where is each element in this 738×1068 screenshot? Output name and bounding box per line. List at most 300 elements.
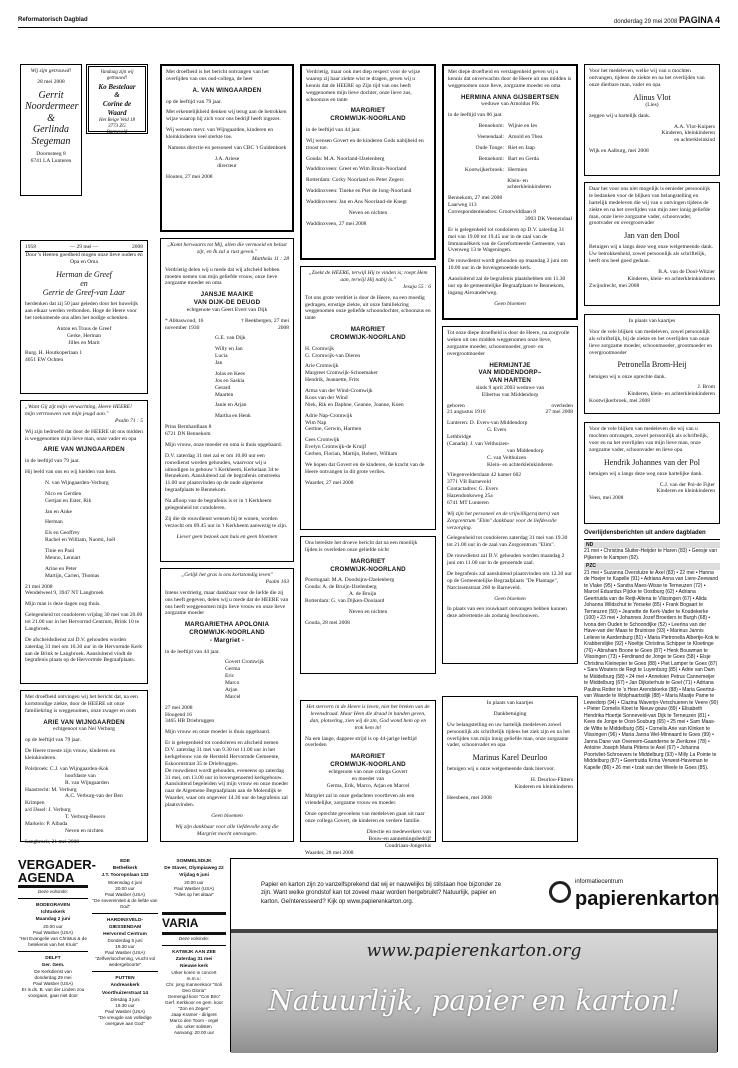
ad-note: De afscheidsdienst zal D.V. gehouden worden zaterdag 31 mei om 10.30 uur in de Hervormde Kerk aan de Brink te Langbroek. Aansluitend vindt de begrafenis plaats op de Hervormde Begraafplaats. <box>25 636 142 664</box>
name-line: Gerrit <box>38 89 64 101</box>
name-line: Noordermeer <box>25 101 79 113</box>
family-line: Koos van der Wind <box>305 394 348 401</box>
family-line: Waddinxveen: Tineke en Piet de Jong-Noorland <box>306 188 412 195</box>
ad-note: Na afloop van de begrafenis is er in 't Kerkheem gelegenheid tot condoleren. <box>165 498 272 511</box>
agenda-address: J.T. Tooropnlaan 133 <box>101 873 149 879</box>
family-line: G.E. van Dijk <box>215 335 246 342</box>
ad-text: Wij zijn getrouwd! <box>30 68 72 74</box>
ad-date: Heesbeen, mei 2008 <box>447 795 492 802</box>
family-line: Haastrecht: M. Verburg <box>25 786 77 793</box>
agenda-date: Maandag 2 juni <box>35 917 71 923</box>
agenda-text: Jaap Kramer - dirigent <box>171 1012 217 1018</box>
ad-body: Voor de vele blijken van medeleven, zowel persoonlijk als schriftelijk, bij de ziekte en het overlijden van onze lieve zorgzame moeder, schoonmoeder, grootmoeder en overgrootmoeder <box>589 328 713 356</box>
agenda-time: Aanvang: 20.00 uur <box>173 1029 215 1035</box>
deceased-name: JANSJE MAAIKE <box>200 291 254 299</box>
ad-photo <box>231 933 717 1053</box>
family-line: A. de Bruijn <box>349 591 377 597</box>
death-date: † Beekbergen, 27 mei 2008 <box>240 317 289 331</box>
ad-quote: „Want Gij zijt mijn verwachting, Heere HEERE! mijn vertrouwen van mijn jeugd aan." <box>25 404 132 417</box>
family-line: Rotterdam: Corky Noorland en Peter Zegers <box>306 177 404 184</box>
agenda-speaker: Paul Wasber (USA) <box>105 891 145 897</box>
family-line: Germa <box>225 666 240 673</box>
birth-date: * Abbaswoud, 16 november 1930 <box>165 317 204 331</box>
ad-note: Mijn vrouw, onze moeder en oma is thuis opgebaard. <box>165 441 282 448</box>
register-nd <box>584 542 720 562</box>
family-line: Eric <box>225 673 235 680</box>
ad-note: Aansluitend begeleiden wij mijn vrouw en onze moeder naar de Algemene Begraafplaats aan de Molendijk te Waarder, waar om ongeveer 14.30 uur de begrafenis zal plaatsvinden. <box>165 781 289 808</box>
family-line: Gouda: A. de Bruijn-IJzelenberg <box>305 584 377 591</box>
ad-date: 28 mei 2008 <box>37 78 65 85</box>
family-line: Poortugaal: M.A. Doodsijns-IJzelenberg <box>305 577 395 584</box>
deceased-nickname: (Lies) <box>645 101 659 108</box>
family-line: Wim Nap <box>305 419 327 426</box>
family-line: (Canada): J. van Velthuizen- <box>447 440 510 447</box>
family-line: R. van Wijngaarden <box>65 779 109 786</box>
deceased-name: ARIE VAN WIJNGAARDEN <box>43 718 125 726</box>
family-line <box>448 167 572 174</box>
agenda-time: 19.30 uur <box>115 1002 135 1008</box>
deceased-name: Jan van den Dool <box>624 231 680 241</box>
ad-date: Wijk en Aalburg, mei 2008 <box>589 148 649 155</box>
name-line: Gerrie de Greef-van Laar <box>42 288 126 297</box>
family-line <box>448 178 572 192</box>
family-line <box>448 123 572 130</box>
agenda-topic: "De vreugde van volledige overgave aan God" <box>98 1014 152 1026</box>
deceased-name: A. VAN WINGAARDEN <box>192 86 262 94</box>
ad-date: Langbroek, 21 mei 2008 <box>25 838 80 845</box>
agenda-venue: De Staver, Olympiaweg 22 <box>164 866 224 872</box>
agenda-title: AGENDA <box>18 870 75 885</box>
ad-address: 6741 MT Lunteren <box>447 499 489 506</box>
logo-subtitle: informatiecentrum <box>575 879 624 885</box>
ad-title: In plaats van kaartjes <box>628 318 676 324</box>
deceased-name: CROMWIJK-NOORLAND <box>189 629 265 636</box>
family-place <box>448 178 507 192</box>
ad-signature: Namens directie en personeel van CBC 't Guldenboek <box>167 144 287 151</box>
ad-closing: Wij zijn dankbaar voor alle liefdevolle zorg die Margriet mocht ontvangen. <box>175 823 279 837</box>
family-line: C.J. van der Pol-de Fijter <box>659 481 715 488</box>
death-date: 27 mei 2008 <box>545 409 573 416</box>
family-line: Arma van der Wind-Cromwijk <box>305 388 373 394</box>
family-place: Kootwijkerbroek: <box>464 166 504 173</box>
agenda-date: Vrijdag 6 juni <box>179 873 209 879</box>
family-line: C. van Velthuizen <box>487 454 527 461</box>
birth-block <box>447 403 486 417</box>
agenda-speaker: Paul Wasber (USA) <box>33 929 73 935</box>
page-header <box>18 16 720 28</box>
deceased-name: MARGRIET <box>350 326 386 334</box>
agenda-venue: Hervormd Centrum <box>103 932 147 938</box>
deceased-name: VAN MIDDENDORP– <box>478 369 542 377</box>
family-line: hoofdaste van <box>65 772 96 779</box>
family-line: Adrie Nap-Cromwijk <box>305 412 353 419</box>
ad-date: Waarder, 28 mei 2008 <box>305 849 354 856</box>
ad-note: In plaats van een rouwkaart ontvangen hebben kunnen deze advertentie als zodanig beschouwen. <box>447 606 567 620</box>
ad-vandaag <box>86 64 148 134</box>
family-line: Evelyn Cromwijk-de Kruijf <box>305 444 367 451</box>
ad-date: Bennekom, 27 mei 2008 <box>448 195 503 202</box>
ad-top-panel <box>231 859 720 929</box>
family-line: H. Cromwijk <box>305 345 335 352</box>
ad-pol <box>584 422 720 524</box>
family-line: Arjan <box>225 686 238 693</box>
family-line: Klein- en achterkleinkinderen <box>487 461 553 468</box>
ad-hermina <box>442 64 578 320</box>
agenda-topic: "Alles op het altaar" <box>173 891 215 897</box>
ad-body: Met erkentelijkheid denken wij terug aan de betrokken wijze waarop hij zich voor ons bedrijf heeft ingezet. <box>166 109 287 123</box>
ad-address: Prins Bernhardlaan 8 <box>165 424 212 431</box>
ad-date: Waddinxveen, 27 mei 2008 <box>306 220 367 227</box>
logo-icon <box>549 881 571 903</box>
family-line: Niek, Rik en Daphne, Geanne, Joanne, Koen <box>305 401 404 408</box>
family-line: Krimpen <box>25 800 45 807</box>
page-date: donderdag 29 mei 2008 <box>613 19 678 25</box>
ad-date: Waarder, 27 mei 2008 <box>305 479 354 486</box>
death-label: overleden <box>551 402 573 409</box>
family-list <box>165 335 289 420</box>
family-names: Klein- en achterkleinkinderen <box>507 177 551 191</box>
agenda-speaker: Paul Wasber (USA) <box>33 980 73 986</box>
agenda-subtitle: Deze volsinde: <box>37 889 69 894</box>
family-line: Kinderen en kleinkinderen <box>656 488 715 495</box>
agenda-venue: Bethelkerk <box>112 866 138 872</box>
ad-age: in de leeftijd van 44 jaar. <box>306 126 361 133</box>
ad-body: Uw belangstelling en uw hartelijk medeleven zowel persoonlijk als schriftelijk tijdens het ziek zijn en na het overlijden van mijn innig geliefde man, onze zorgzame vader, schoonvader en opa <box>447 721 570 749</box>
ad-intro: Intens verdrietig, maar dankbaar voor de liefde die zij ons heeft gegeven, delen wij u mede dat de HEERE van ons heeft weggenomen mijn lieve vrouw en onze lieve zorgzame moeder <box>165 589 289 617</box>
agenda-column-3 <box>162 858 226 1052</box>
family-names: Riet en Jaap <box>508 144 535 151</box>
ad-note: Mijn vrouw en onze moeder is thuis opgebaard. <box>165 729 271 736</box>
ad-dool <box>584 182 720 306</box>
agenda-address: Voorthuizerstraat 14 <box>101 990 149 996</box>
ad-date: 21 mei 2008 <box>25 583 53 590</box>
agenda-time: 20.00 uur <box>115 885 135 891</box>
ad-intro: Met diepe droefheid en verslagenheid geven wij u kennis dat onverwachts door de Heere uit ons midden is weggenomen onze lieve, zorgzame moeder en oma <box>448 69 572 89</box>
ad-dates <box>447 403 573 417</box>
family-names: Arnold en Thea <box>508 134 543 140</box>
deceased-name: MARGRIET <box>350 557 386 565</box>
family-line: Lucia <box>215 353 228 360</box>
ad-body: betuigen wij u onze welgemeende dank hiervoor. <box>447 766 555 773</box>
family-line: Rotterdam: G. van Dijken-Doolaard <box>305 597 385 604</box>
ad-address: Barneveld <box>106 130 128 135</box>
deceased-name: MARGRIET <box>350 753 386 761</box>
agenda-time: 20.00 uur <box>43 923 63 929</box>
family-line: Govert Cromwijk <box>225 659 264 666</box>
ad-age: op de leeftijd van 79 jaar. <box>25 737 81 744</box>
ad-url[interactable]: www.papierenkarton.org <box>366 941 582 961</box>
family-line: Jos en Saskia <box>215 377 245 384</box>
family-names: Wijnie en Ies <box>508 123 538 130</box>
ad-note: Mijn man is deze dagen nog thuis. <box>25 601 101 608</box>
family-line: Gerard <box>215 384 231 391</box>
ad-brom <box>584 314 720 414</box>
family-line: Lunteren: D. Evers-van Middendorp <box>447 420 528 427</box>
family-line: Jan <box>215 360 223 366</box>
ad-body: Daar het voor ons niet mogelijk is eenieder persoonlijk te bedanken voor de blijken van belangstelling en hartelijk medeleven die wij van u ontvingen tijdens de ziekte en na het overlijden van mijn zeer innig geliefde man, onze lieve zorgzame vader, schoonvader, grootvader en overgrootvader <box>589 186 711 227</box>
ad-body: Hij leeld van ons en wij hielden van hem. <box>25 469 117 475</box>
family-place: Oude Tonge: <box>475 144 504 151</box>
family-line: Maarten <box>215 391 234 398</box>
ad-address: Hoogend 16 <box>165 711 193 718</box>
family-list <box>25 766 143 835</box>
family-line: Arine en Peter <box>45 565 77 572</box>
family-names: Bart en Gerda <box>508 155 539 162</box>
family-list <box>25 480 143 580</box>
family-line: Margreet Cromwijk-Schoemaker <box>305 370 378 377</box>
deceased-name: Hendrik Johannes van der Pol <box>604 457 700 467</box>
family-line: H. Deurloo-Flitters <box>530 777 573 784</box>
ad-intro: Tot ons grote verdriet is door de Heere, na een moedig gedragen, ernstige ziekte, uit onze familiekring weggenomen onze geliefde schoondochter, schoonzus en tante <box>305 294 431 322</box>
ad-body: zeggen wij u hartelijk dank. <box>589 112 651 119</box>
agenda-speaker: Paul Wasber (USA) <box>174 885 214 891</box>
agenda-date: Woensdag 4 juni <box>107 879 143 885</box>
ad-intro: Met droefheid is het bericht ontvangen van het overlijden van ons oud-collega, de heer <box>166 69 269 82</box>
ad-poem: Het stervern in de Heere is leven, niet het breken van de levensdraad. Maar Hem die draad in handen geven, dan, plotseling, zien wij de zin, God wond hem op en trok hem in! <box>306 704 430 731</box>
varia-title: VARIA <box>162 915 199 930</box>
name-line: Gerlinda <box>32 124 70 136</box>
ad-quote: „Komt herwaarts tot Mij, allen die vermoeid en belast zijt, en Ik zal u rust geven." <box>167 242 287 255</box>
ad-intro: Met droefheid ontvingen wij het bericht dat, na een kortstondige ziekte, door de HEERE uit onze familiekring is weggenomen, onze zwager en oom <box>25 694 138 714</box>
ad-address: Correspondentieadres: Grootwiddlaan 8 <box>448 209 536 215</box>
ad-date: Zwijndrecht, mei 2008 <box>589 282 640 289</box>
page-number: 4 <box>714 15 720 25</box>
deceased-name: VAN DIJK-DE DEUGD <box>193 299 261 306</box>
name-line: Herman de Greef <box>56 269 112 279</box>
family-line: Rachel en William, Naomi, Joël <box>45 537 116 544</box>
family-line: Lethbridge <box>447 434 472 440</box>
family-line: Marco <box>225 680 240 686</box>
ad-gerrit <box>20 64 82 196</box>
ad-copy: Papier en karton zijn zo vanzelfsprekend dat wij er nauwelijks bij stilstaan hoe bijzonder ze zijn. Want welke grondstof kan tot zoveel maar worden hergebruikt? Natuurlijk, papier en karton. Geïnteresseerd? Kijk op www.papierenkarton.org. <box>261 882 502 905</box>
deceased-name: HERMINA ANNA GIJSBERTSEN <box>461 93 559 101</box>
family-line: a/d IJssel: J. Verburg <box>25 807 71 814</box>
ad-greef <box>20 240 148 394</box>
agenda-title: VERGADER- <box>18 857 97 872</box>
ad-spouse: en moeder van <box>351 775 385 782</box>
ad-note: De rouwdienst zal D.V. gehouden worden maandag 2 juni om 11.00 uur in de genoemde zaal. <box>447 553 565 566</box>
ad-date: Veen, mei 2008 <box>589 495 624 502</box>
agenda-place: PUTTEN <box>115 976 135 982</box>
ad-signature: Bouw-en aannemingsbedrijf <box>368 835 431 842</box>
family-line: Martijn, Carien, Thomas <box>45 572 100 579</box>
ad-note: Aansluitend zal de begrafenis plaatshebben om 11.30 uur op de gemeentelijke Begraafplaats te Bennekom, ingang Alexanderweg. <box>448 276 566 296</box>
family-line: Kinderen, klein- en achterkleinkinderen <box>627 275 715 282</box>
ad-header <box>25 244 143 252</box>
ad-address: Wendelweel 9, 3947 NT Langbroek <box>25 590 104 597</box>
ad-quote: „Gelijk het gras is ons kortstondig leven" <box>181 572 273 578</box>
ad-age: in de leeftijd van 86 jaar. <box>448 112 503 119</box>
ad-text: Vandaag zijn wij getrouwd! <box>100 70 134 82</box>
register-other-papers <box>584 530 720 842</box>
ad-margriet-main <box>160 568 294 842</box>
family-line: T. Verburg-Besero <box>65 814 106 820</box>
ad-body: Margriet zal in onze gedachten voortleven als een vriendelijke, zorgzame vrouw en moeder. <box>305 793 415 807</box>
ad-spouse: Elbertus van Middendorp <box>481 391 539 398</box>
ad-arie-family <box>20 690 148 845</box>
family-list <box>447 420 573 468</box>
agenda-place: BODEGRAVEN <box>35 902 71 908</box>
register-pzc <box>584 563 720 771</box>
family-line: Neven en nichten <box>65 827 104 834</box>
deceased-name: CROMWIJK-NOORLAND <box>330 761 406 768</box>
agenda-item <box>18 902 88 948</box>
agenda-item <box>92 858 158 910</box>
agenda-place: SOMMELSDIJK <box>176 859 212 864</box>
family-place: Bennekom: <box>478 155 504 162</box>
ad-date: 27 mei 2008 <box>165 704 193 711</box>
ad-note: Gelegenheid tot condoleren zaterdag 31 mei van 19.30 tot 21.00 uur in de zaal van Zorgcentrum "Elim". <box>447 535 568 549</box>
agenda-divider <box>18 885 88 888</box>
agenda-topic: Er is ds. B. van der Linden zou voorgaan, gaat niet door <box>21 986 85 998</box>
family-line: Jan en Anke <box>45 508 72 515</box>
ad-dijk <box>160 238 294 562</box>
register-entries: 21 mei • Christina Sluiter-Heijder te Haren (83) • Geesje van Pijkeren te Kampen (92). <box>584 548 718 561</box>
ad-body: Wij wensen Govert en de kinderen Gods nabijheid en troost toe. <box>306 137 424 151</box>
agenda-item <box>92 917 158 969</box>
varia-subtitle: Deze volsinde: <box>178 935 210 941</box>
family-line: A.C. Verburg-van der Ben <box>65 793 123 800</box>
family-line: van Middendorp <box>507 447 544 454</box>
ad-age: op de leeftijd van 79 jaar. <box>166 98 222 105</box>
agenda-topic: "Zelfverloochening, vrucht vol wedergeboorte" <box>94 956 156 968</box>
ad-deurloo <box>442 696 578 842</box>
ad-title: In plaats van kaartjes <box>486 700 534 706</box>
family-line: Kinderen en kleinkinderen <box>514 784 573 791</box>
ad-note: Zij die de rouwdienst wensen bij te wonen, worden verzocht om 09.45 uur in 't Kerkheem aanwezig te zijn. <box>165 515 288 529</box>
name-line: & <box>47 112 55 124</box>
deceased-name: HERMIJNTJE <box>489 361 531 369</box>
ad-note: D.V. zaterdag 31 mei zal er om 10.00 uur een rouwdienst worden gehouden, waarvoor wij u uitnodigen in gebouw 't Kerkheem, Kerkelaan 34 te Bennekom. Aansluitend zal de begrafenis omstreeks 11.00 uur plaatsvinden op de oude algemene begraafplaats te Bennekom. <box>165 452 281 494</box>
deceased-name: CROMWIJK-NOORLAND <box>330 333 406 341</box>
agenda-column-2 <box>92 858 158 1052</box>
family-line: Polsbroek: C.J. van Wijngaarden-Kok <box>25 765 109 772</box>
ad-address: Doornsteeg 8 <box>36 151 66 158</box>
family-names: Hermien <box>508 166 528 173</box>
family-line: Herman <box>45 519 63 526</box>
ad-closing: Geen bloemen <box>211 812 243 819</box>
ad-address: Het Reige Veld 18 <box>99 117 135 123</box>
ad-address: 6741 LA Lunteren <box>30 158 72 165</box>
agenda-speaker: Paul Wasber (USA) <box>105 950 145 956</box>
ad-signature: directeur <box>217 162 237 169</box>
ad-wingaarden <box>160 64 294 232</box>
ad-address: Burg. H. Houtkoperlaan 1 <box>25 350 83 357</box>
family-line: A.A. Vlot-Kuipers <box>674 123 715 130</box>
ad-intro: Door 's Heeren goedheid mogen onze lieve ouders en Opa en Oma <box>25 251 143 265</box>
ad-date: Kootwijkerbroek, mei 2008 <box>589 398 650 405</box>
ad-body: Betuigen wij u langs deze weg onze welgemeende dank. Uw betrokkenheid, zowel persoonlijk als schriftelijk, heeft ons heel goed gedaan. <box>589 244 714 265</box>
agenda-text: Gemengd koor "Con Brio" <box>167 994 221 1000</box>
family-line: Arie Cromwijk <box>305 363 339 370</box>
agenda-text: div. urker solisten <box>176 1024 212 1029</box>
family-line: Anton en Truus de Greef <box>56 325 112 332</box>
family-line: Kinderen, klein- en achterkleinkinderen <box>627 391 715 398</box>
family-line: Gertine, Gerwin, Harmen <box>305 426 362 433</box>
agenda-date: Dinsdag 3 juni <box>110 996 140 1002</box>
family-line: B.A. van de Dool-Witzier <box>658 269 715 276</box>
family-place: Bennekom: <box>478 123 504 130</box>
ad-margriet-d <box>300 700 436 856</box>
agenda-place: DELFT <box>45 955 61 961</box>
register-source: ND <box>584 542 720 549</box>
agenda-topic: "De sovereiniteit & de liefde van God" <box>92 897 158 909</box>
family-line: Hendrik, Jeannette, Frits <box>305 377 360 384</box>
ad-names <box>25 90 77 148</box>
ad-address: Vliegenvelderslaan 42 kamer 602 <box>447 472 522 479</box>
papier-karton-ad <box>230 858 718 1052</box>
family-line: N. van Wijngaarden-Verburg <box>45 479 109 486</box>
ad-subtitle: Dankbetuiging <box>493 710 527 717</box>
ad-note: Er is gelegenheid tot condoleren en afscheid nemen D.V. zaterdag 31 mei van 9.30 tot 11.00 uur in het kerkgebouw van de Hersteld Hervormde Gemeente, Eskoornstraat 35 te Driebruggen. <box>165 740 280 767</box>
deceased-name: MARGARIETHA APOLONIA <box>184 621 270 629</box>
deceased-name: Alinus Vlot <box>633 92 671 102</box>
ad-body: betuigen wij u onze oprechte dank. <box>589 373 666 380</box>
page-info <box>614 15 720 27</box>
agenda-speaker: Paul Wasber (USA) <box>105 1008 145 1014</box>
agenda-place: HARDINXVELD-GIESSENDAM <box>106 917 144 930</box>
birth-date: 21 augustus 1910 <box>447 409 486 416</box>
ad-date: Houten, 27 mei 2008 <box>166 173 213 180</box>
deceased-name: Marinus Karel Deurloo <box>472 753 548 763</box>
family-place: Veenendaal: <box>477 134 504 140</box>
quote-ref: Psalm 103 <box>265 578 289 585</box>
deceased-name: Petronella Brom-Heij <box>617 360 687 370</box>
agenda-item <box>18 955 88 999</box>
family-line: Neven en nichten <box>348 209 388 216</box>
register-source: PZC <box>584 563 720 570</box>
family-line: Tinie en Paul <box>45 548 75 554</box>
ad-margriet-a <box>300 64 436 260</box>
agenda-text: Urker koren in concert <box>171 970 217 976</box>
section-title: Overlijdensberichten uit andere dagbladen <box>584 530 720 540</box>
ad-dates <box>165 318 289 332</box>
deceased-name: MARGRIET <box>350 107 386 115</box>
ad-spouse: echtgenote van onze collega Govert <box>328 768 408 775</box>
family-line: Markelo: P. Albada <box>25 820 68 827</box>
ad-margriet-b <box>300 266 436 530</box>
ad-slogan: Natuurlijk, papier en karton! <box>268 984 680 1017</box>
agenda-date: Donderdag 5 juni <box>107 938 143 944</box>
family-line: Martha en Henk <box>215 413 251 420</box>
deceased-name: CROMWIJK-NOORLAND <box>330 115 406 123</box>
ad-address: 3773 ZG <box>108 123 126 129</box>
ad-age: in de leeftijd van 44 jaar. <box>165 648 220 655</box>
ad-intro: Na een lange, dappere strijd is op 44-jarige leeftijd overleden <box>305 735 417 749</box>
year-end: 2008 <box>132 244 143 250</box>
quote-ref: Mattheüs 11 : 28 <box>251 255 289 262</box>
agenda-place: EDE <box>120 859 130 864</box>
family-line: Willy en Jan <box>215 346 243 353</box>
name-line: Stegeman <box>31 135 71 147</box>
agenda-topic: "Het Evangelie van Christus & de betekenis van het Kruis" <box>19 935 87 947</box>
quote-ref: Jesaja 55 : 6 <box>402 283 431 290</box>
ad-spouse: weduwe van Arnoldus Pik <box>481 101 539 108</box>
ad-intro: Wij zijn bedroefd dat door de HEERE uit ons midden is weggenomen mijn lieve man, onze vader en opa <box>25 428 143 442</box>
ad-signature: J.A. Ariese <box>214 155 240 162</box>
ad-quote: „Zoekt de HEERE, terwijl Hij te vinden is; roept Hem aan, terwijl Hij nabij is." <box>308 270 428 283</box>
ad-address: 6721 DN Bennekom <box>165 431 211 437</box>
ad-body: Onze oprechte gevoelens van medeleven gaan uit naar onze collega Govert, de kinderen en verdere familie. <box>305 811 425 824</box>
logo: papierenkarton <box>575 888 720 910</box>
ad-address: Contactadres: G. Evers <box>447 486 498 493</box>
ad-address: 3465 HB Driebruggen <box>165 718 215 725</box>
ad-closing: Liever geen bezoek aan huis en geen bloemen <box>176 533 278 540</box>
ad-closing: Geen bloemen <box>494 595 526 602</box>
ad-address: 3771 VB Barneveld <box>447 479 491 486</box>
agenda-venue: Ger. Gem. <box>41 962 65 968</box>
ad-intro: Tot onze diepe droefheid is door de Heere, na zorgvolle weken uit ons midden weggenomen onze lieve, zorgzame moeder, schoonmoeder, groot- en overgrootmoeder <box>447 330 570 357</box>
